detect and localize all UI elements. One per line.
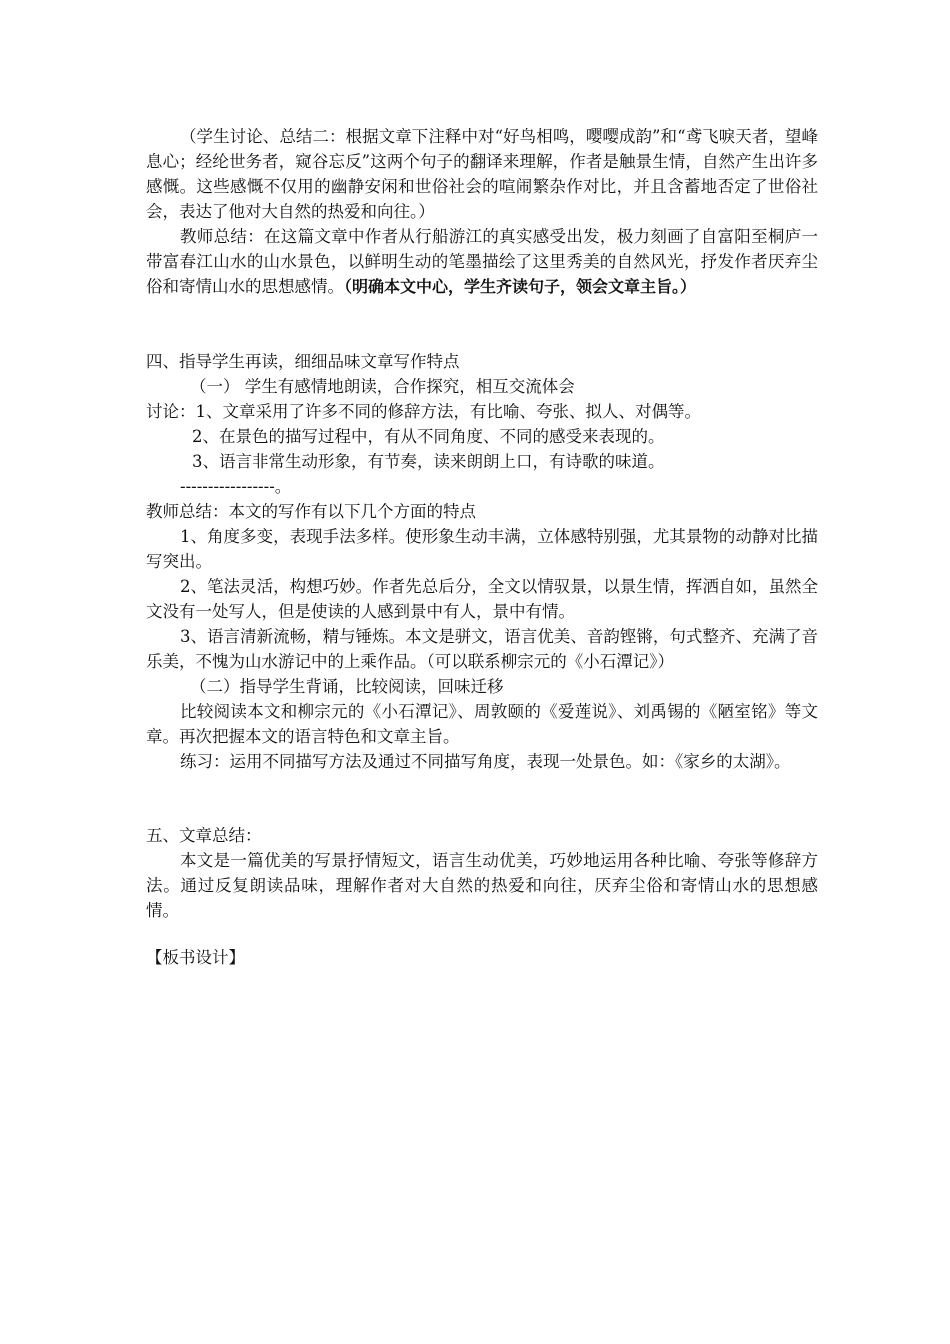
section-five-heading: 五、文章总结： xyxy=(146,826,262,845)
discussion-item-3: 3、语言非常生动形象，有节奏，读来朗朗上口，有诗歌的味道。 xyxy=(192,452,665,471)
board-design xyxy=(146,945,818,970)
discussion-item-2: 2、在景色的描写过程中，有从不同角度、不同的感受来表现的。 xyxy=(192,427,665,446)
section-five xyxy=(146,823,818,923)
subsection-two-heading: （二）指导学生背诵，比较阅读，回味迁移 xyxy=(190,677,504,696)
feature-point-2: 2、笔法灵活，构想巧妙。作者先总后分，全文以情驭景，以景生情，挥洒自如，虽然全文没有一处写人，但是使读的人感到景中有人，景中有情。 xyxy=(146,577,818,621)
teacher-summary-bold-note: （明确本文中心，学生齐读句子，领会文章主旨。） xyxy=(344,277,697,296)
section-four xyxy=(146,349,818,774)
teacher-summary-paragraph xyxy=(146,224,818,299)
subsection-one-heading: （一） 学生有感情地朗读，合作探究，相互交流体会 xyxy=(190,377,575,396)
exercise-paragraph: 练习：运用不同描写方法及通过不同描写角度，表现一处景色。如：《家乡的太湖》。 xyxy=(180,752,791,771)
section-four-heading: 四、指导学生再读，细细品味文章写作特点 xyxy=(146,352,460,371)
feature-point-3: 3、语言清新流畅，精与锤炼。本文是骈文，语言优美、音韵铿锵，句式整齐、充满了音乐美，不愧为山水游记中的上乘作品。（可以联系柳宗元的《小石潭记》） xyxy=(146,627,818,671)
board-design-heading: 【板书设计】 xyxy=(146,948,245,967)
student-summary-paragraph: （学生讨论、总结二：根据文章下注释中对“好鸟相鸣，嘤嘤成韵”和“鸢飞唳天者，望峰息心；经纶世务者，窥谷忘反”这两个句子的翻译来理解，作者是触景生情，自然产生出许多感慨。这些感慨不仅用的幽静安闲和世俗社会的喧闹繁杂作对比，并且含蓄地否定了世俗社会，表达了他对大自然的热爱和向往。） xyxy=(146,127,818,221)
dash-separator: -----------------。 xyxy=(180,477,292,496)
feature-point-1: 1、角度多变，表现手法多样。使形象生动丰满，立体感特别强，尤其景物的动静对比描写突出。 xyxy=(146,527,818,571)
teacher-summary-text: 教师总结：在这篇文章中作者从行船游江的真实感受出发，极力刻画了自富阳至桐庐一带富春江山水的山水景色，以鲜明生动的笔墨描绘了这里秀美的自然风光，抒发作者厌弃尘俗和寄情山水的思想感情。 xyxy=(146,227,818,296)
comparative-reading-paragraph: 比较阅读本文和柳宗元的《小石潭记》、周敦颐的《爱莲说》、刘禹锡的《陋室铭》等文章。再次把握本文的语言特色和文章主旨。 xyxy=(146,702,818,746)
section-discussion-summary xyxy=(146,124,818,299)
teacher-summary-title: 教师总结：本文的写作有以下几个方面的特点 xyxy=(146,502,476,521)
discussion-item-1: 讨论：1、文章采用了许多不同的修辞方法，有比喻、夸张、拟人、对偶等。 xyxy=(146,402,701,421)
section-five-body: 本文是一篇优美的写景抒情短文，语言生动优美，巧妙地运用各种比喻、夸张等修辞方法。通过反复朗读品味，理解作者对大自然的热爱和向往，厌弃尘俗和寄情山水的思想感情。 xyxy=(146,851,818,920)
